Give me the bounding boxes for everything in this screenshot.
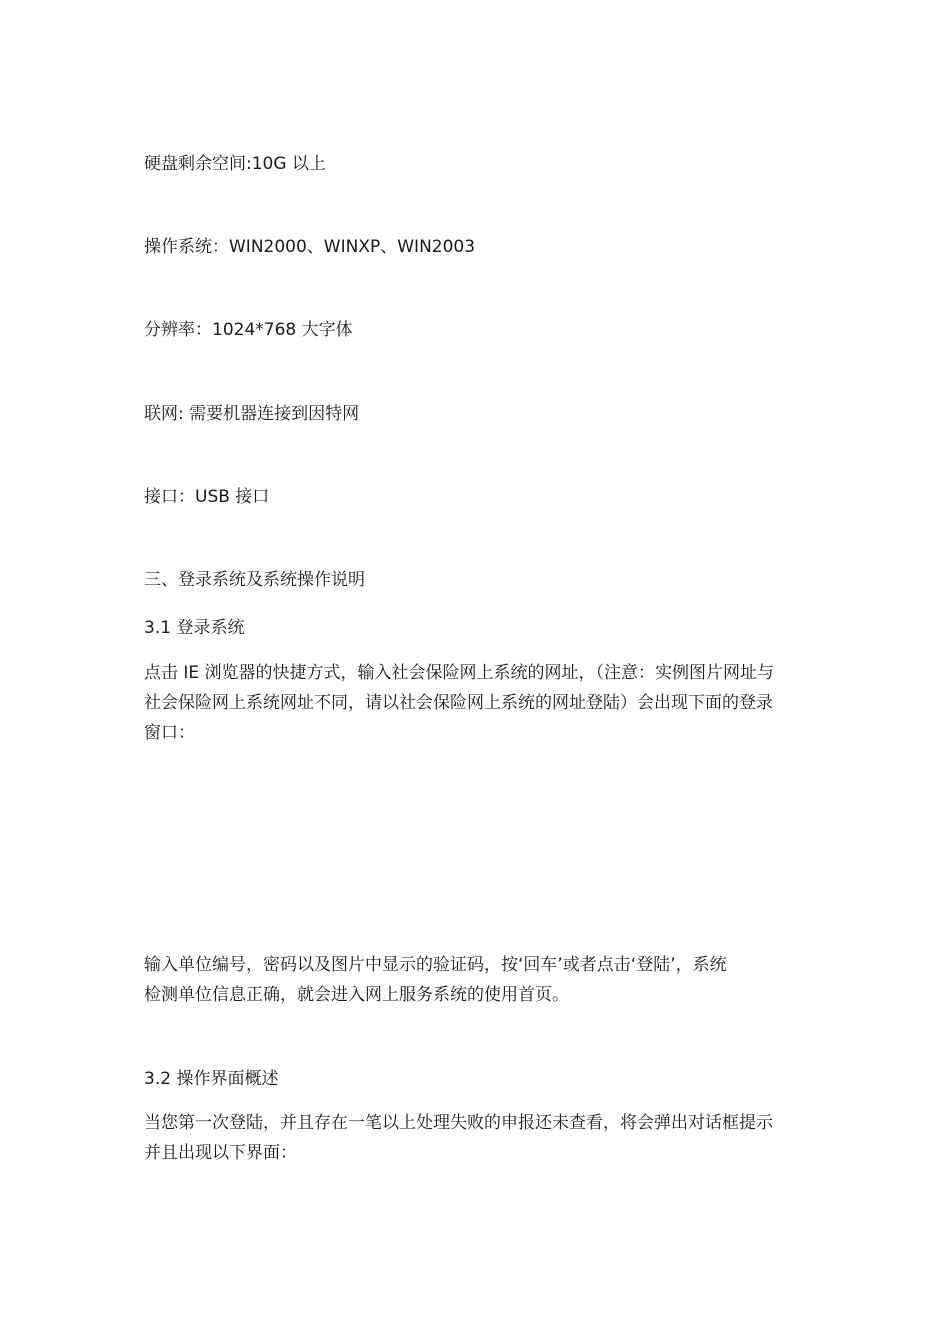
paragraph-line: 当您第一次登陆，并且存在一笔以上处理失败的申报还未查看，将会弹出对话框提示 (144, 1113, 773, 1133)
paragraph-line: 窗口： (144, 723, 195, 743)
interface-intro-paragraph (144, 1108, 804, 1168)
section-3-1-heading: 3.1 登录系统 (144, 618, 245, 638)
os-requirement: 操作系统：WIN2000、WINXP、WIN2003 (144, 237, 476, 257)
section-3-heading: 三、登录系统及系统操作说明 (144, 570, 365, 590)
paragraph-line: 检测单位信息正确，就会进入网上服务系统的使用首页。 (144, 985, 569, 1005)
section-3-2-heading: 3.2 操作界面概述 (144, 1069, 279, 1089)
login-instruction-paragraph (144, 950, 804, 1010)
interface-requirement: 接口：USB 接口 (144, 487, 270, 507)
paragraph-line: 并且出现以下界面： (144, 1143, 297, 1163)
paragraph-line: 社会保险网上系统网址不同，请以社会保险网上系统的网址登陆）会出现下面的登录 (144, 693, 773, 713)
paragraph-line: 点击 IE 浏览器的快捷方式，输入社会保险网上系统的网址，（注意：实例图片网址与 (144, 663, 775, 683)
login-intro-paragraph (144, 658, 804, 748)
resolution-requirement: 分辨率：1024*768 大字体 (144, 320, 353, 340)
disk-requirement: 硬盘剩余空间:10G 以上 (144, 154, 326, 174)
paragraph-line: 输入单位编号，密码以及图片中显示的验证码，按‘回车’或者点击‘登陆’，系统 (144, 955, 727, 975)
network-requirement: 联网: 需要机器连接到因特网 (144, 404, 360, 424)
